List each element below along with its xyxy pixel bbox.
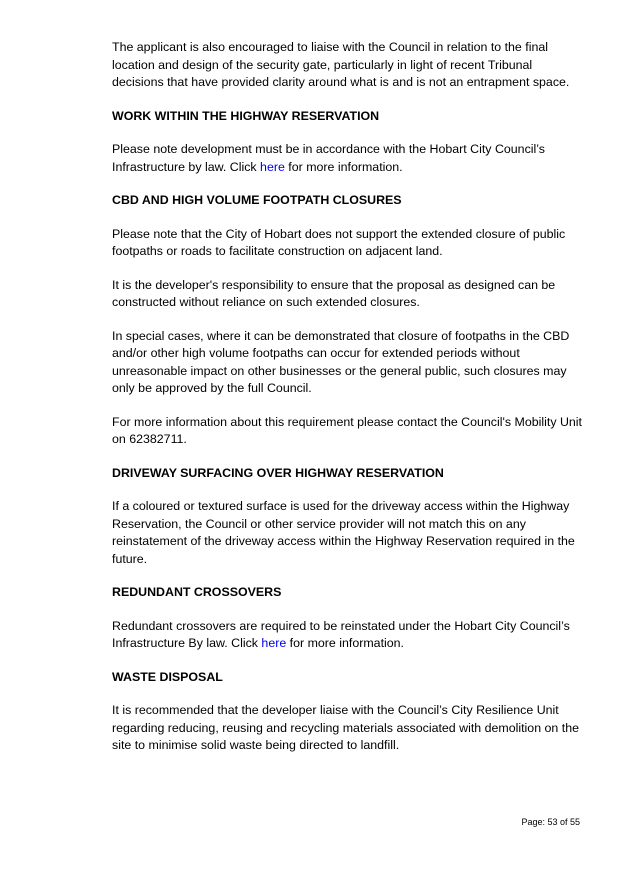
heading-waste-disposal: WASTE DISPOSAL	[112, 669, 223, 684]
page-number: Page: 53 of 55	[521, 817, 580, 827]
crossovers-by-law-link[interactable]: here	[261, 636, 287, 650]
cbd-closures-paragraph-3: In special cases, where it can be demonstrated that closure of footpaths in the CBD and/or other high volume footpaths can occur for extended periods without unreasonable impact on other businesses or the general public, such closures may only be approved by the full Council.	[112, 328, 570, 395]
heading-cbd-closures: CBD AND HIGH VOLUME FOOTPATH CLOSURES	[112, 193, 402, 207]
heading-highway-reservation: WORK WITHIN THE HIGHWAY RESERVATION	[112, 108, 380, 123]
heading-redundant-crossovers: REDUNDANT CROSSOVERS	[112, 585, 282, 599]
infrastructure-by-law-link[interactable]: here	[260, 159, 285, 174]
intro-paragraph: The applicant is also encouraged to liaise with the Council in relation to the final location and design of the security gate, particularly in light of recent Tribunal decisions that have provided clarity around what is and is not an entrapment space.	[112, 40, 570, 89]
highway-reservation-text-after: for more information.	[284, 159, 403, 174]
heading-driveway-surfacing: DRIVEWAY SURFACING OVER HIGHWAY RESERVATION	[112, 465, 444, 480]
cbd-closures-paragraph-2: It is the developer's responsibility to ensure that the proposal as designed can be constructed without reliance on such extended closures.	[112, 277, 556, 309]
crossovers-text-after: for more information.	[286, 636, 404, 650]
cbd-closures-paragraph-1: Please note that the City of Hobart does not support the extended closure of public footpaths or roads to facilitate construction on adjacent land.	[112, 226, 566, 258]
crossovers-text-before: Redundant crossovers are required to be reinstated under the Hobart City Council’s Infrastructure By law. Click	[112, 618, 570, 650]
crossovers-paragraph	[112, 618, 584, 653]
waste-paragraph: It is recommended that the developer liaise with the Council’s City Resilience Unit regarding reducing, reusing and recycling materials associated with demolition on the site to minimise solid waste being directed to landfill.	[112, 703, 579, 752]
document-body	[112, 39, 584, 771]
highway-reservation-text-before: Please note development must be in accordance with the Hobart City Council’s Infrastructure by law. Click	[112, 142, 545, 174]
highway-reservation-paragraph	[112, 141, 584, 176]
cbd-closures-paragraph-4: For more information about this requirement please contact the Council's Mobility Unit on 62382711.	[112, 414, 582, 446]
driveway-paragraph: If a coloured or textured surface is used for the driveway access within the Highway Reservation, the Council or other service provider will not match this on any reinstatement of the driveway access within the Highway Reservation required in the future.	[112, 499, 575, 566]
